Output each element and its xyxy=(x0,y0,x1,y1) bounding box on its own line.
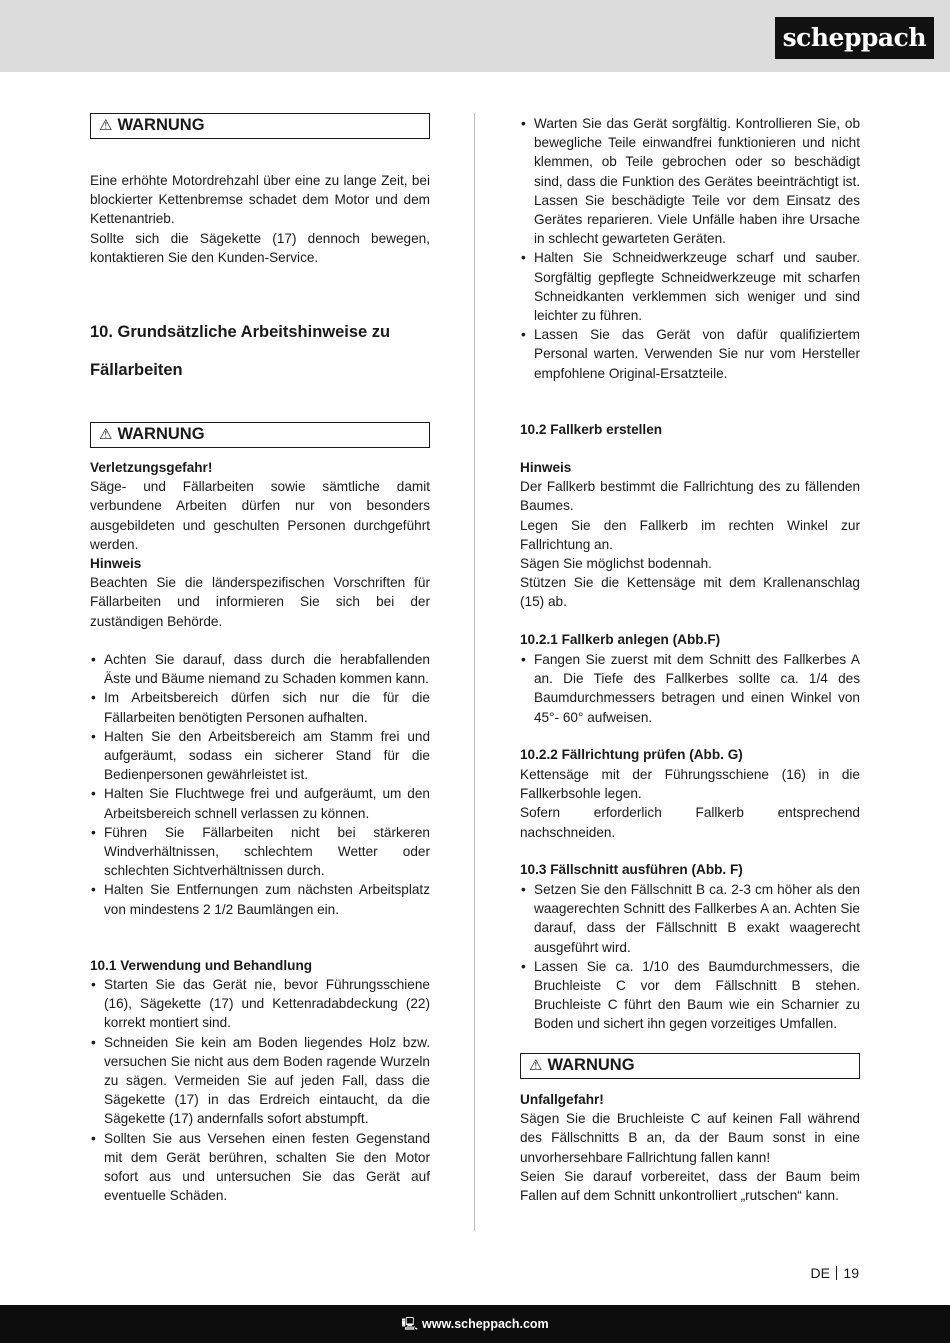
list-item: • Warten Sie das Gerät sorgfältig. Kontrollieren Sie, ob bewegliche Teile einwandfrei funktionieren und nicht klemmen, ob Teile gebrochen oder so beschädigt sind, dass die Funktion des Gerätes beeinträchtigt ist. Lassen Sie beschädigte Teile vor dem Einsatz des Gerätes reparieren. Viele Unfälle haben ihre Ursache in schlecht gewarteten Geräten. xyxy=(520,114,860,248)
list-item: • Setzen Sie den Fällschnitt B ca. 2-3 cm höher als den waagerechten Schnitt des Fallkerbes A an. Achten Sie darauf, dass der Fällschnitt B exakt waagerecht ausgeführt wird. xyxy=(520,880,860,957)
warning-label: WARNUNG xyxy=(117,425,205,443)
subsection-heading: 10.1 Verwendung und Behandlung xyxy=(90,958,313,973)
warning-label: WARNUNG xyxy=(547,1056,635,1074)
list-item: • Halten Sie Fluchtwege frei und aufgeräumt, um den Arbeitsbereich schnell verlassen zu können. xyxy=(90,784,430,822)
subsection-heading: 10.2 Fallkerb erstellen xyxy=(520,422,663,437)
warning-label: WARNUNG xyxy=(117,116,205,134)
hinweis-text: Beachten Sie die länderspezifischen Vorschriften für Fällarbeiten und informieren Sie sich bei der zuständigen Behörde. xyxy=(90,575,430,629)
page-language: DE xyxy=(810,1265,830,1281)
hinweis-block xyxy=(520,458,860,612)
hinweis-block xyxy=(90,554,430,631)
direction-text: Kettensäge mit der Führungsschiene (16) in die Fallkerbsohle legen. Sofern erforderlich Fallkerb entsprechend nachschneiden. xyxy=(520,767,860,840)
warning-box xyxy=(520,1053,860,1079)
injury-text: Säge- und Fällarbeiten sowie sämtliche damit verbundene Arbeiten dürfen nur von besonders ausgebildeten und geschulten Personen durchgeführt werden. xyxy=(90,479,430,552)
section-heading xyxy=(90,313,430,389)
warning-triangle-icon: ⚠ xyxy=(529,1057,543,1074)
list-item: • Schneiden Sie kein am Boden liegendes Holz bzw. versuchen Sie nicht aus dem Boden ragende Wurzeln zu sägen. Vermeiden Sie auf jeden Fall, dass die Sägekette (17) in das Erdreich eintaucht, da die Sägekette (17) andernfalls sofort abstumpft. xyxy=(90,1033,430,1129)
warning-triangle-icon: ⚠ xyxy=(99,117,113,134)
hinweis-title: Hinweis xyxy=(90,556,142,571)
list-item: • Halten Sie den Arbeitsbereich am Stamm frei und aufgeräumt, sodass ein sicherer Stand für die Bedienpersonen gewährleistet ist. xyxy=(90,727,430,785)
subsection-heading: 10.2.1 Fallkerb anlegen (Abb.F) xyxy=(520,632,721,647)
injury-title: Verletzungsgefahr! xyxy=(90,460,213,475)
accident-title: Unfallgefahr! xyxy=(520,1092,604,1107)
page-number-separator xyxy=(836,1266,838,1280)
section-heading-line: Fällarbeiten xyxy=(90,361,183,379)
list-item: • Fangen Sie zuerst mit dem Schnitt des Fallkerbes A an. Die Tiefe des Fallkerbes sollte ca. 1/4 des Baumdurchmessers betragen und einen Winkel von 45°- 60° aufweisen. xyxy=(520,650,860,727)
safety-list xyxy=(90,650,430,919)
brand-logo: scheppach xyxy=(775,17,934,59)
usage-list xyxy=(90,975,430,1205)
page-number xyxy=(792,1264,859,1282)
accident-block xyxy=(520,1090,860,1205)
hinweis-text: Der Fallkerb bestimmt die Fallrichtung des zu fällenden Baumes. Legen Sie den Fallkerb im rechten Winkel zur Fallrichtung an. Sägen Sie möglichst bodennah. Stützen Sie die Kettensäge mit dem Krallenanschlag (15) ab. xyxy=(520,479,860,610)
list-item: • Lassen Sie das Gerät von dafür qualifiziertem Personal warten. Verwenden Sie nur vom Hersteller empfohlene Original-Ersatzteile. xyxy=(520,325,860,383)
list-item: • Sollten Sie aus Versehen einen festen Gegenstand mit dem Gerät berühren, schalten Sie den Motor sofort aus und untersuchen Sie das Gerät auf eventuelle Schäden. xyxy=(90,1129,430,1206)
warning-triangle-icon: ⚠ xyxy=(99,426,113,443)
list-item: • Im Arbeitsbereich dürfen sich nur die für die Fällarbeiten benötigten Personen aufhalten. xyxy=(90,688,430,726)
monitor-icon: 🖳 xyxy=(401,1317,419,1331)
list-item: • Lassen Sie ca. 1/10 des Baumdurchmessers, die Bruchleiste C vor dem Fällschnitt B stehen. Bruchleiste C führt den Baum wie ein Scharnier zu Boden und sichert ihn gegen vorzeitiges Umfallen. xyxy=(520,957,860,1034)
column-divider xyxy=(474,113,475,1231)
footer-bar xyxy=(0,1305,950,1343)
header-bar xyxy=(0,0,950,72)
page-number-value: 19 xyxy=(843,1265,859,1281)
accident-text: Sägen Sie die Bruchleiste C auf keinen Fall während des Fällschnitts B an, da der Baum sonst in eine unvorhersehbare Fallrichtung fallen kann! Seien Sie darauf vorbereitet, dass der Baum beim Fallen auf dem Schnitt unkontrolliert „rutschen“ kann. xyxy=(520,1111,860,1204)
list-item: • Starten Sie das Gerät nie, bevor Führungsschiene (16), Sägekette (17) und Kettenradabdeckung (22) korrekt montiert sind. xyxy=(90,975,430,1033)
list-item: • Halten Sie Schneidwerkzeuge scharf und sauber. Sorgfältig gepflegte Schneidwerkzeuge mit scharfen Schneidkanten verklemmen sich weniger und sind leichter zu führen. xyxy=(520,248,860,325)
list-item: • Achten Sie darauf, dass durch die herabfallenden Äste und Bäume niemand zu Schaden kommen kann. xyxy=(90,650,430,688)
hinweis-title: Hinweis xyxy=(520,460,572,475)
warning-box xyxy=(90,113,430,139)
warning-box xyxy=(90,422,430,448)
injury-block xyxy=(90,458,430,554)
felling-cut-list xyxy=(520,880,860,1034)
subsection-heading: 10.2.2 Fällrichtung prüfen (Abb. G) xyxy=(520,747,743,762)
warning-text: Eine erhöhte Motordrehzahl über eine zu lange Zeit, bei blockierter Kettenbremse schadet dem Motor und dem Kettenantrieb. Sollte sich die Sägekette (17) dennoch bewegen, kontaktieren Sie den Kunden-Service. xyxy=(90,173,430,265)
section-heading-line: 10. Grundsätzliche Arbeitshinweise zu xyxy=(90,323,391,341)
maintenance-list xyxy=(520,114,860,383)
list-item: • Halten Sie Entfernungen zum nächsten Arbeitsplatz von mindestens 2 1/2 Baumlängen ein. xyxy=(90,880,430,918)
notch-list xyxy=(520,650,860,727)
footer-website[interactable]: www.scheppach.com xyxy=(422,1317,549,1331)
list-item: • Führen Sie Fällarbeiten nicht bei stärkeren Windverhältnissen, schlechtem Wetter oder schlechten Sichtverhältnissen durch. xyxy=(90,823,430,881)
subsection-heading: 10.3 Fällschnitt ausführen (Abb. F) xyxy=(520,862,743,877)
